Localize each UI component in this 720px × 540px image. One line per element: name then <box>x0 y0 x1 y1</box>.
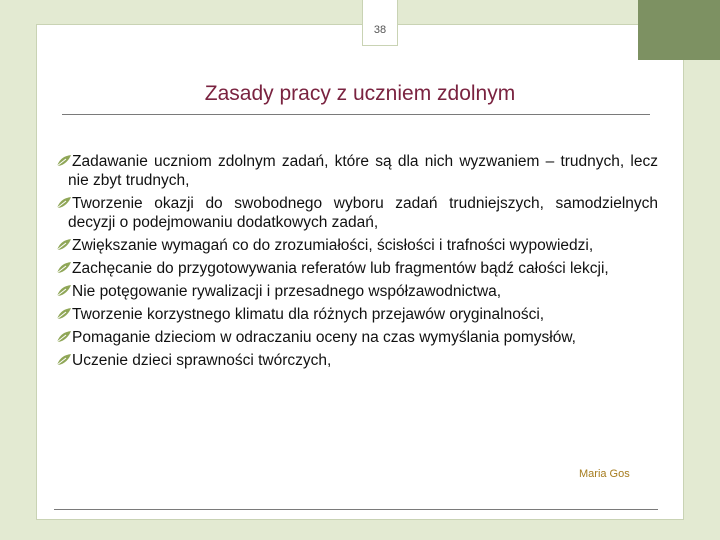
leaf-bullet-icon <box>56 261 72 275</box>
list-item <box>56 328 658 347</box>
list-item <box>56 194 658 232</box>
bullet-text: Tworzenie okazji do swobodnego wyboru zadań trudniejszych, samodzielnych decyzji o podejmowaniu dodatkowych zadań, <box>68 195 658 231</box>
leaf-bullet-icon <box>56 307 72 321</box>
list-item <box>56 259 658 278</box>
leaf-bullet-icon <box>56 353 72 367</box>
bullet-text: Zwiększanie wymagań co do zrozumiałości, ścisłości i trafności wypowiedzi, <box>72 237 594 254</box>
bullet-text: Uczenie dzieci sprawności twórczych, <box>72 352 332 369</box>
leaf-bullet-icon <box>56 330 72 344</box>
list-item <box>56 305 658 324</box>
leaf-bullet-icon <box>56 284 72 298</box>
list-item <box>56 282 658 301</box>
page-number: 38 <box>362 0 398 46</box>
list-item <box>56 236 658 255</box>
bullet-text: Tworzenie korzystnego klimatu dla różnych przejawów oryginalności, <box>72 306 545 323</box>
slide-title: Zasady pracy z uczniem zdolnym <box>204 82 516 105</box>
list-item <box>56 351 658 370</box>
leaf-bullet-icon <box>56 196 72 210</box>
leaf-bullet-icon <box>56 154 72 168</box>
leaf-bullet-icon <box>56 238 72 252</box>
list-item <box>56 152 658 190</box>
footer-divider <box>54 509 658 510</box>
bullet-text: Zachęcanie do przygotowywania referatów lub fragmentów bądź całości lekcji, <box>72 260 609 277</box>
title-divider <box>62 114 650 115</box>
author-name: Maria Gos <box>579 468 630 480</box>
bullet-text: Nie potęgowanie rywalizacji i przesadnego współzawodnictwa, <box>72 283 502 300</box>
bullet-text: Zadawanie uczniom zdolnym zadań, które są dla nich wyzwaniem – trudnych, lecz nie zbyt trudnych, <box>68 153 658 189</box>
bullet-list <box>56 152 658 374</box>
corner-accent <box>638 0 720 60</box>
bullet-text: Pomaganie dzieciom w odraczaniu oceny na czas wymyślania pomysłów, <box>72 329 576 346</box>
